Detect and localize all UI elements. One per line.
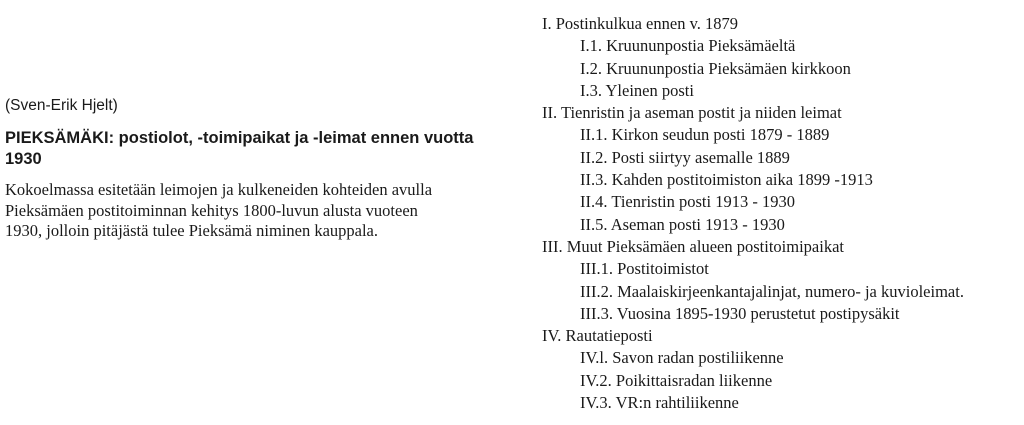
toc-subsection-item: III.3. Vuosina 1895-1930 perustetut postipysäkit (580, 303, 900, 323)
toc-subsection-item: II.4. Tienristin posti 1913 - 1930 (580, 192, 795, 212)
toc-subsection-item: IV.3. VR:n rahtiliikenne (580, 393, 739, 413)
document-title (5, 128, 485, 170)
toc-subsection-item: II.3. Kahden postitoimiston aika 1899 -1913 (580, 170, 873, 190)
toc-section-item: II. Tienristin ja aseman postit ja niiden leimat (542, 103, 842, 123)
toc-section-item: III. Muut Pieksämäen alueen postitoimipaikat (542, 236, 844, 256)
toc-subsection-item: II.5. Aseman posti 1913 - 1930 (580, 214, 785, 234)
toc-subsection-item: I.1. Kruununpostia Pieksämäeltä (580, 36, 796, 56)
author-name: (Sven-Erik Hjelt) (5, 97, 118, 114)
toc-subsection-item: II.2. Posti siirtyy asemalle 1889 (580, 147, 790, 167)
toc-section-item: IV. Rautatieposti (542, 326, 653, 346)
toc-subsection-item: III.1. Postitoimistot (580, 259, 709, 279)
toc-subsection-item: IV.l. Savon radan postiliikenne (580, 348, 784, 368)
intro-section (5, 96, 495, 242)
toc-subsection-item: I.2. Kruununpostia Pieksämäen kirkkoon (580, 58, 851, 78)
toc-subsection-item: I.3. Yleinen posti (580, 80, 694, 100)
toc-subsection-item: III.2. Maalaiskirjeenkantajalinjat, numero- ja kuvioleimat. (580, 281, 964, 301)
intro-paragraph: Kokoelmassa esitetään leimojen ja kulkeneiden kohteiden avulla Pieksämäen postitoiminnan kehitys 1800-luvun alusta vuoteen 1930, jolloin pitäjästä tulee Pieksämä niminen kauppala. (5, 180, 433, 240)
toc-subsection-item: II.1. Kirkon seudun posti 1879 - 1889 (580, 125, 830, 145)
toc-subsection-item: IV.2. Poikittaisradan liikenne (580, 370, 773, 390)
title-place: PIEKSÄMÄKI: (5, 129, 115, 147)
table-of-contents (542, 13, 1020, 414)
toc-section-item: I. Postinkulkua ennen v. 1879 (542, 14, 738, 33)
title-subject: postiolot, -toimipaikat ja -leimat ennen vuotta 1930 (5, 129, 474, 168)
